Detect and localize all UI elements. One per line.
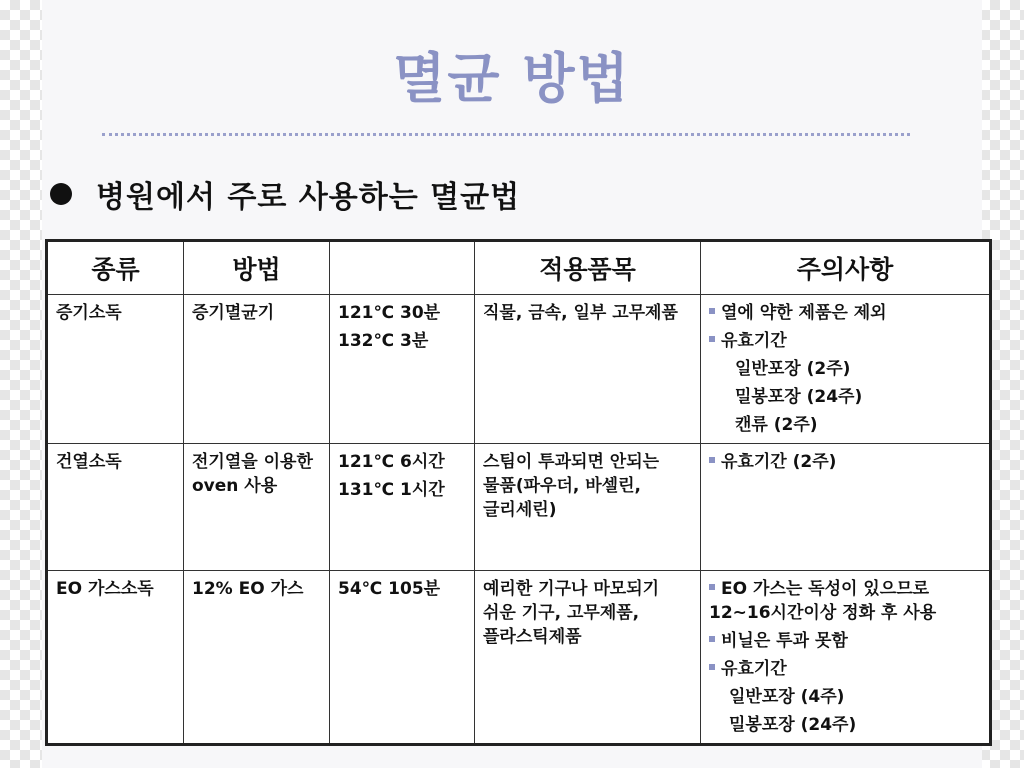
cell-method: 증기멸균기 (184, 295, 330, 444)
cell-notes (701, 295, 991, 444)
note-item: 비닐은 투과 못함 (709, 629, 981, 653)
note-item: 유효기간 (709, 657, 981, 681)
page-title: 멸균 방법 (393, 47, 631, 110)
note-subitem: 일반포장 (2주) (735, 359, 851, 379)
header-conditions (330, 241, 475, 295)
note-item: 유효기간 (709, 329, 981, 353)
note-item: 열에 약한 제품은 제외 (709, 301, 981, 325)
note-subitem: 캔류 (2주) (735, 415, 818, 435)
table-row (47, 444, 991, 571)
dotted-divider (102, 133, 910, 136)
header-type: 종류 (47, 241, 184, 295)
square-bullet-icon (709, 308, 715, 314)
table-row (47, 295, 991, 444)
table-header-row (47, 241, 991, 295)
cell-method: 12% EO 가스 (184, 571, 330, 745)
slide (42, 0, 982, 768)
note-item: EO 가스는 독성이 있으므로 12~16시간이상 정화 후 사용 (709, 579, 937, 623)
note-item: 유효기간 (2주) (709, 450, 981, 474)
subtitle-line (50, 172, 520, 216)
cell-items: 스팀이 투과되면 안되는 물품(파우더, 바셀린, 글리세린) (475, 444, 701, 571)
header-method: 방법 (184, 241, 330, 295)
square-bullet-icon (709, 664, 715, 670)
square-bullet-icon (709, 336, 715, 342)
cell-items: 예리한 기구나 마모되기 쉬운 기구, 고무제품, 플라스틱제품 (475, 571, 701, 745)
note-subitem: 밀봉포장 (24주) (729, 715, 857, 735)
header-items: 적용품목 (475, 241, 701, 295)
cell-method: 전기열을 이용한 oven 사용 (184, 444, 330, 571)
square-bullet-icon (709, 457, 715, 463)
cell-items: 직물, 금속, 일부 고무제품 (475, 295, 701, 444)
sterilization-table (45, 239, 992, 746)
header-notes: 주의사항 (701, 241, 991, 295)
cell-notes (701, 444, 991, 571)
square-bullet-icon (709, 584, 715, 590)
bullet-dot-icon (50, 183, 72, 205)
table-row (47, 571, 991, 745)
cell-type: 증기소독 (47, 295, 184, 444)
subtitle: 병원에서 주로 사용하는 멸균법 (96, 180, 521, 215)
cell-conditions: 54℃ 105분 (330, 571, 475, 745)
cell-conditions: 121℃ 6시간 131℃ 1시간 (330, 444, 475, 571)
cell-type: 건열소독 (47, 444, 184, 571)
note-subitem: 일반포장 (4주) (729, 687, 845, 707)
note-subitem: 밀봉포장 (24주) (735, 387, 863, 407)
cell-type: EO 가스소독 (47, 571, 184, 745)
cell-notes (701, 571, 991, 745)
square-bullet-icon (709, 636, 715, 642)
cell-conditions: 121℃ 30분 132℃ 3분 (330, 295, 475, 444)
